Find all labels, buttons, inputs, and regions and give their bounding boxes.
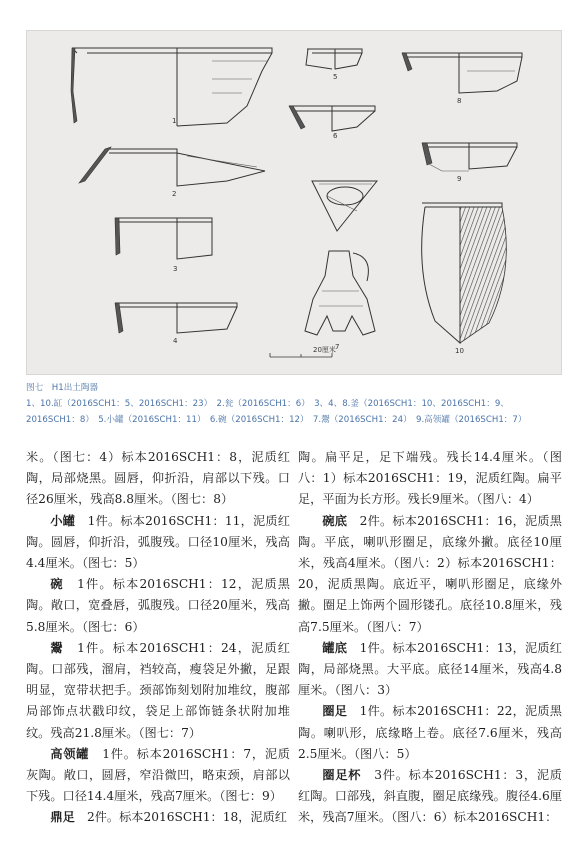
figure-label-5: 5	[333, 73, 338, 81]
paragraph: 鬶 1件。标本2016SCH1：24，泥质红陶。口部残，溜肩，裆较高，瘦袋足外撇，足跟明显，宽带状把手。颈部饰刻划附加堆纹，腹部局部饰点状戳印纹，袋足上部饰链条状附加堆纹。残高21.8厘米。（图七：7）	[26, 640, 290, 740]
body-column-right	[298, 447, 562, 829]
vessel-3-drawing	[115, 218, 212, 273]
figure-label-7: 7	[335, 343, 340, 351]
figure-label-8: 8	[457, 97, 462, 105]
figure-caption-line1: 1、10.缸（2016SCH1：5、2016SCH1：23） 2.瓮（2016SCH1：6） 3、4、8.釜（2016SCH1：10、2016SCH1：9、	[26, 399, 509, 409]
vessel-4-drawing	[115, 303, 237, 345]
scale-bar	[270, 345, 336, 357]
paragraph: 鼎足 2件。标本2016SCH1：18，泥质红	[50, 810, 287, 825]
figure-label-2: 2	[172, 190, 177, 198]
figure-caption-line2: 2016SCH1：8） 5.小罐（2016SCH1：11） 6.碗（2016SCH1：12） 7.鬶（2016SCH1：24） 9.高领罐（2016SCH1：7）	[26, 415, 527, 425]
vessel-10-drawing	[422, 203, 507, 355]
vessel-1-drawing	[71, 48, 272, 126]
figure-plate	[26, 30, 562, 375]
paragraph: 米。（图七：4）标本2016SCH1：8，泥质红陶，局部烧黑。圆唇，仰折沿，肩部以下残。口径26厘米，残高8.8厘米。（图七：8）	[26, 450, 290, 507]
vessel-7-drawing	[305, 251, 375, 351]
scale-bar-label: 20厘米	[313, 346, 336, 354]
figure-label-1: 1	[172, 117, 177, 125]
handle-ornament-drawing	[312, 181, 377, 231]
figure-label-3: 3	[173, 265, 178, 273]
figure-label-6: 6	[333, 132, 338, 140]
paragraph: 陶。扁平足，足下端残。残长14.4厘米。（图八：1）标本2016SCH1：19，泥质红陶。扁平足，平面为长方形。残长9厘米。（图八：4）	[298, 450, 562, 507]
paragraph: 圈足 1件。标本2016SCH1：22，泥质黑陶。喇叭形，底缘略上卷。底径7.6厘米，残高2.5厘米。（图八：5）	[298, 704, 562, 761]
vessel-8-drawing	[402, 53, 522, 105]
paragraph: 碗底 2件。标本2016SCH1：16，泥质黑陶。平底，喇叭形圈足，底缘外撇。底径10厘米，残高4厘米。（图八：2）标本2016SCH1：20，泥质黑陶。底近平，喇叭形圈足，底缘外撇。圈足上饰两个圆形镂孔。底径10.8厘米，残高7.5厘米。（图八：7）	[298, 513, 562, 634]
pottery-drawings	[27, 31, 563, 376]
vessel-2-drawing	[79, 147, 265, 198]
figure-caption	[26, 380, 566, 428]
figure-label-9: 9	[457, 175, 462, 183]
body-column-left	[26, 447, 290, 829]
figure-label-4: 4	[173, 337, 178, 345]
figure-label-10: 10	[455, 347, 464, 355]
vessel-9-drawing	[422, 143, 517, 183]
paragraph: 碗 1件。标本2016SCH1：12，泥质黑陶。敞口，宽叠唇，弧腹残。口径20厘米，残高5.8厘米。（图七：6）	[26, 577, 290, 634]
figure-caption-title: 图七 H1出土陶器	[26, 383, 99, 393]
paragraph: 罐底 1件。标本2016SCH1：13，泥质红陶，局部烧黑。大平底。底径14厘米，残高4.8厘米。（图八：3）	[298, 640, 562, 698]
vessel-6-drawing	[289, 106, 375, 140]
paragraph: 高领罐 1件。标本2016SCH1：7，泥质灰陶。敞口，圆唇，窄沿微凹，略束颈，肩部以下残。口径14.4厘米，残高7厘米。（图七：9）	[26, 746, 290, 804]
paragraph: 小罐 1件。标本2016SCH1：11，泥质红陶。圆唇，仰折沿，弧腹残。口径10厘米，残高4.4厘米。（图七：5）	[26, 513, 290, 571]
paragraph: 圈足杯 3件。标本2016SCH1：3，泥质红陶。口部残，斜直腹，圈足底缘残。腹径4.6厘米，残高7厘米。（图八：6）标本2016SCH1：	[298, 768, 562, 825]
vessel-5-drawing	[306, 49, 362, 81]
